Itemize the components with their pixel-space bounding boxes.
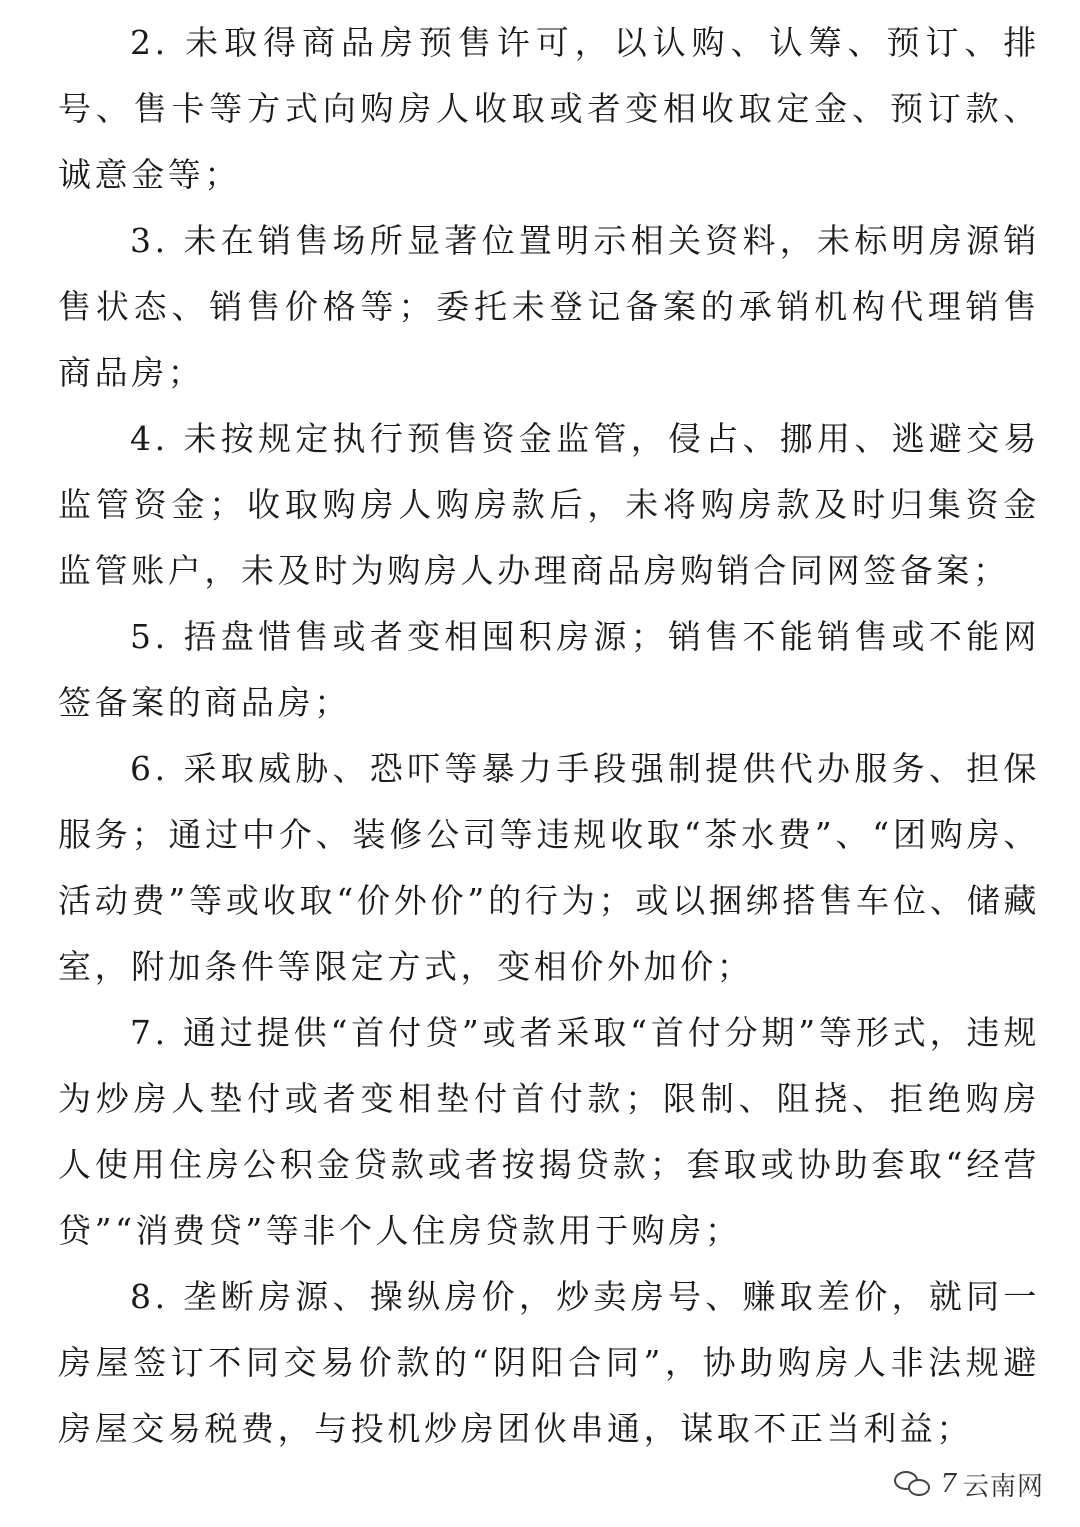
paragraph-item-5: 5. 捂盘惜售或者变相囤积房源；销售不能销售或不能网签备案的商品房； — [58, 617, 1040, 722]
paragraph-item-6: 6. 采取威胁、恐吓等暴力手段强制提供代办服务、担保服务；通过中介、装修公司等违规收取“茶水费”、“团购房、活动费”等或收取“价外价”的行为；或以捆绑搭售车位、储藏室，附加条件等限定方式，变相价外加价； — [58, 749, 1040, 986]
paragraph-item-7: 7. 通过提供“首付贷”或者采取“首付分期”等形式，违规为炒房人垫付或者变相垫付首付款；限制、阻挠、拒绝购房人使用住房公积金贷款或者按揭贷款；套取或协助套取“经营贷”“消费贷”等非个人住房贷款用于购房； — [58, 1013, 1040, 1250]
paragraph-item-8: 8. 垄断房源、操纵房价，炒卖房号、赚取差价，就同一房屋签订不同交易价款的“阴阳合同”，协助购房人非法规避房屋交易税费，与投机炒房团伙串通，谋取不正当利益； — [58, 1277, 1040, 1448]
paragraph-item-2: 2. 未取得商品房预售许可，以认购、认筹、预订、排号、售卡等方式向购房人收取或者变相收取定金、预订款、诚意金等； — [58, 23, 1040, 194]
paragraph-item-4: 4. 未按规定执行预售资金监管，侵占、挪用、逃避交易监管资金；收取购房人购房款后，未将购房款及时归集资金监管账户，未及时为购房人办理商品房购销合同网签备案； — [58, 419, 1040, 590]
document-body — [58, 10, 1040, 1462]
page-number: 7 — [940, 1469, 957, 1499]
footer-watermark — [894, 1462, 1044, 1506]
brand-name: 云南网 — [962, 1471, 1044, 1502]
wechat-icon — [894, 1469, 934, 1499]
paragraph-item-3: 3. 未在销售场所显著位置明示相关资料，未标明房源销售状态、销售价格等；委托未登记备案的承销机构代理销售商品房； — [58, 221, 1040, 392]
